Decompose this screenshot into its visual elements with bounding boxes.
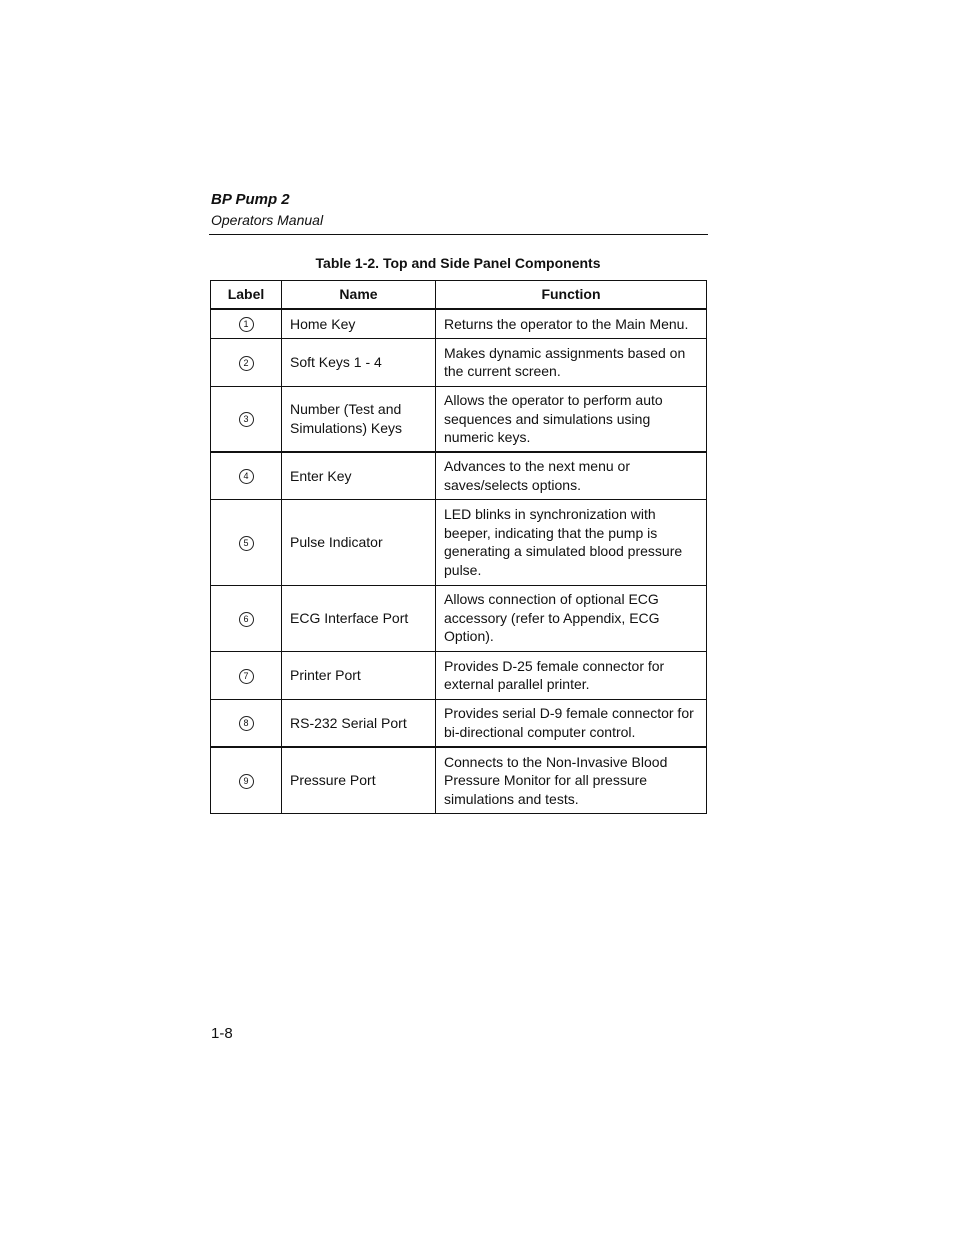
label-cell [211, 386, 282, 452]
circled-number-badge: 9 [239, 774, 254, 789]
table-row [211, 585, 707, 651]
function-cell: Makes dynamic assignments based on the current screen. [436, 338, 707, 386]
function-cell: LED blinks in synchronization with beeper, indicating that the pump is generating a simulated blood pressure pulse. [436, 499, 707, 585]
circled-number-badge: 8 [239, 716, 254, 731]
name-cell: Pressure Port [282, 747, 436, 813]
label-cell [211, 452, 282, 499]
table-caption: Table 1-2. Top and Side Panel Components [315, 255, 601, 271]
table-row [211, 651, 707, 699]
circled-number-badge: 5 [239, 536, 254, 551]
circled-number-badge: 1 [239, 317, 254, 332]
name-cell: Soft Keys 1 - 4 [282, 338, 436, 386]
components-table [210, 280, 707, 814]
name-cell: ECG Interface Port [282, 585, 436, 651]
header-rule [209, 234, 708, 235]
column-header-function: Function [436, 281, 707, 310]
function-cell: Provides D-25 female connector for external parallel printer. [436, 651, 707, 699]
name-cell: Pulse Indicator [282, 499, 436, 585]
label-cell [211, 499, 282, 585]
function-cell: Connects to the Non-Invasive Blood Pressure Monitor for all pressure simulations and tests. [436, 747, 707, 813]
circled-number-badge: 2 [239, 356, 254, 371]
table-row [211, 699, 707, 747]
name-cell: Printer Port [282, 651, 436, 699]
table-row [211, 747, 707, 813]
label-cell [211, 309, 282, 338]
function-cell: Provides serial D-9 female connector for bi-directional computer control. [436, 699, 707, 747]
label-cell [211, 585, 282, 651]
function-cell: Returns the operator to the Main Menu. [436, 309, 707, 338]
circled-number-badge: 6 [239, 612, 254, 627]
name-cell: Number (Test and Simulations) Keys [282, 386, 436, 452]
table-row [211, 338, 707, 386]
function-cell: Advances to the next menu or saves/selects options. [436, 452, 707, 499]
page-number: 1-8 [211, 1025, 233, 1042]
table-header-row [211, 281, 707, 310]
function-cell: Allows the operator to perform auto sequences and simulations using numeric keys. [436, 386, 707, 452]
label-cell [211, 338, 282, 386]
circled-number-badge: 3 [239, 412, 254, 427]
label-cell [211, 747, 282, 813]
label-cell [211, 651, 282, 699]
column-header-name: Name [282, 281, 436, 310]
circled-number-badge: 4 [239, 469, 254, 484]
page-header [211, 190, 708, 230]
circled-number-badge: 7 [239, 669, 254, 684]
document-subtitle: Operators Manual [211, 212, 324, 228]
function-cell: Allows connection of optional ECG accessory (refer to Appendix, ECG Option). [436, 585, 707, 651]
document-title: BP Pump 2 [211, 191, 290, 208]
name-cell: Home Key [282, 309, 436, 338]
column-header-label: Label [211, 281, 282, 310]
table-row [211, 452, 707, 499]
label-cell [211, 699, 282, 747]
table-row [211, 386, 707, 452]
name-cell: RS-232 Serial Port [282, 699, 436, 747]
table-row [211, 309, 707, 338]
name-cell: Enter Key [282, 452, 436, 499]
table-row [211, 499, 707, 585]
